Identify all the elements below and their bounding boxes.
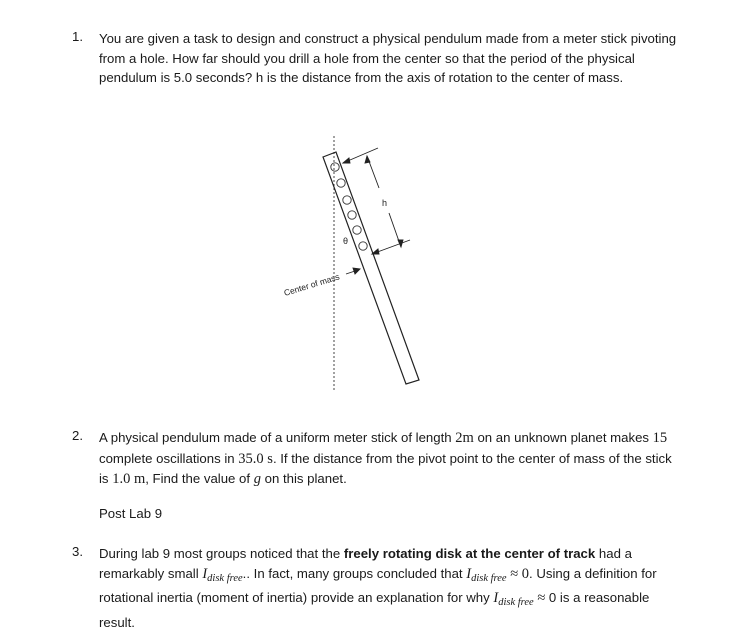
center-of-mass-arrow — [346, 268, 360, 274]
question-text: A physical pendulum made of a uniform meter stick of length 2m on an unknown planet makes 15 complete oscillations in 35.0 s. If the distance from the pivot point to the center of mass of the stick is 1.0 m, Find the value of g on this planet. — [99, 430, 672, 487]
holes — [331, 163, 367, 250]
question-text: During lab 9 most groups noticed that the freely rotating disk at the center of track had a remarkably small $I_{disk free}$.. In fact, many groups concluded that $I_{disk free} \approx 0$. Using a definition for rotational inertia (moment of inertia) provide an explanation for why $I_{disk free} \approx 0$ is a reasonable result. — [99, 546, 657, 630]
question-text: You are given a task to design and construct a physical pendulum made from a meter stick pivoting from a hole. How far should you drill a hole from the center so that the period of the physical pendulum is 5.0 seconds? h is the distance from the axis of rotation to the center of mass. — [99, 31, 677, 85]
section-label: Post Lab 9 — [99, 506, 163, 521]
question-number: 3. — [72, 544, 83, 559]
theta-label: θ — [343, 236, 349, 246]
center-of-mass-label: Center of mass — [282, 271, 341, 298]
question-2 — [72, 428, 682, 490]
meter-stick — [323, 152, 419, 384]
question-3 — [72, 544, 682, 632]
question-number: 1. — [72, 29, 83, 44]
h-label: h — [382, 198, 388, 208]
question-number: 2. — [72, 428, 83, 443]
